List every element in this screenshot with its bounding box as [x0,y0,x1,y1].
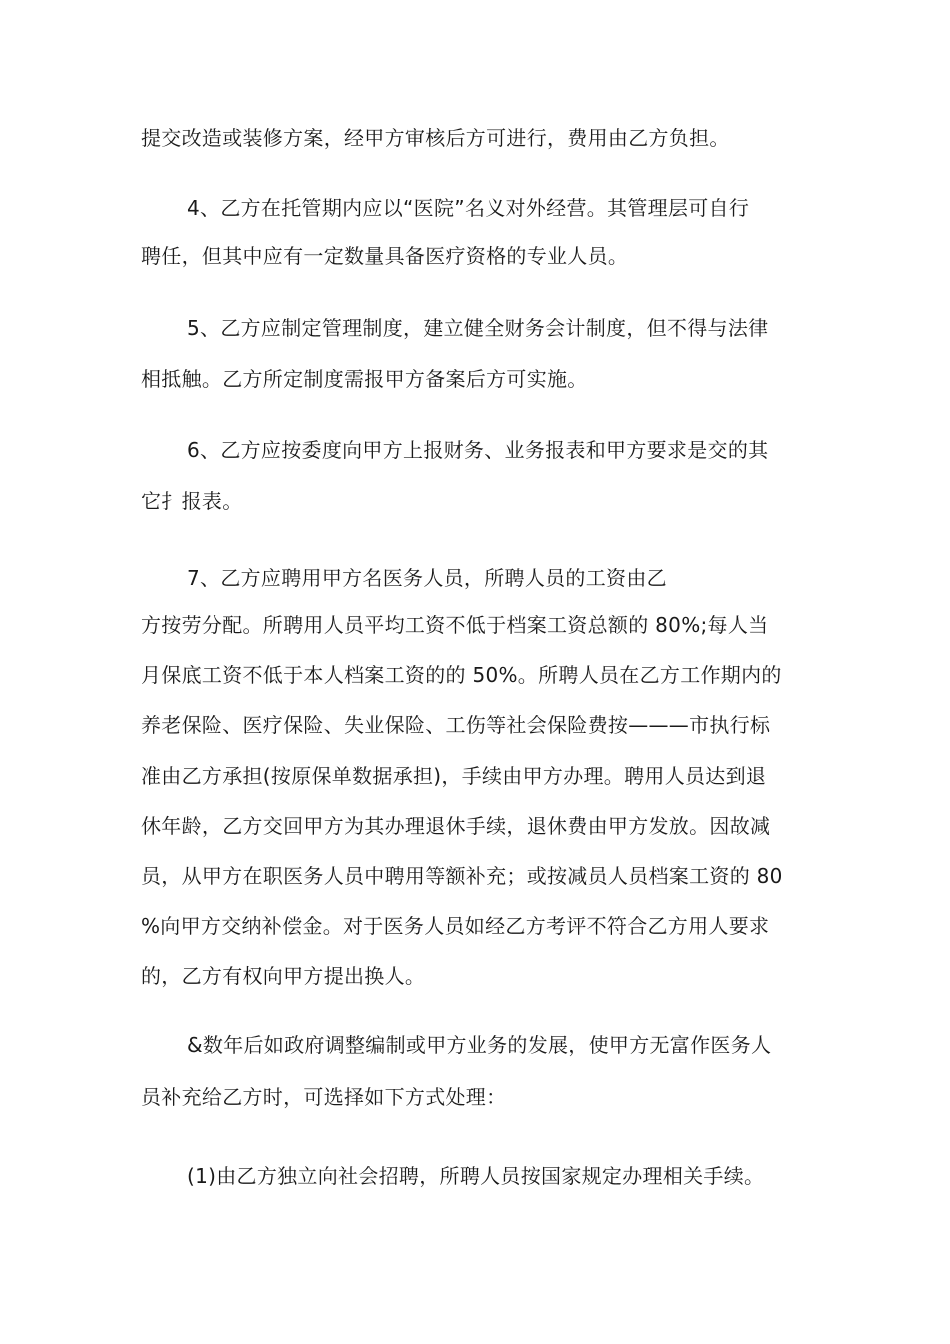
text-line: 6、乙方应按委度向甲方上报财务、业务报表和甲方要求是交的其 [187,438,769,462]
text-line: 员补充给乙方时，可选择如下方式处理： [141,1085,507,1109]
text-line: 4、乙方在托管期内应以“医院”名义对外经营。其管理层可自行 [187,196,750,220]
text-line: 5、乙方应制定管理制度，建立健全财务会计制度，但不得与法律 [187,316,769,340]
text-line: 提交改造或装修方案，经甲方审核后方可进行，费用由乙方负担。 [141,126,730,150]
text-line: 员，从甲方在职医务人员中聘用等额补充；或按减员人员档案工资的 80 [141,864,783,888]
text-line: 它扌报表。 [141,489,243,513]
text-line: 7、乙方应聘用甲方名医务人员，所聘人员的工资由乙 [187,566,667,590]
text-line: (1)由乙方独立向社会招聘，所聘人员按国家规定办理相关手续。 [187,1164,765,1188]
text-line: 养老保险、医疗保险、失业保险、工伤等社会保险费按———市执行标 [141,713,771,737]
text-line: 准由乙方承担(按原保单数据承担)，手续由甲方办理。聘用人员达到退 [141,764,767,788]
text-line: 月保底工资不低于本人档案工资的的 50%。所聘人员在乙方工作期内的 [141,663,782,687]
text-line: 方按劳分配。所聘用人员平均工资不低于档案工资总额的 80%;每人当 [141,613,769,637]
text-line: 相抵触。乙方所定制度需报甲方备案后方可实施。 [141,367,588,391]
text-line: &数年后如政府调整编制或甲方业务的发展，使甲方无富作医务人 [187,1033,772,1057]
text-line: 的，乙方有权向甲方提出换人。 [141,964,426,988]
text-line: 聘任，但其中应有一定数量具备医疗资格的专业人员。 [141,244,629,268]
text-line: %向甲方交纳补偿金。对于医务人员如经乙方考评不符合乙方用人要求 [141,914,770,938]
text-line: 休年龄，乙方交回甲方为其办理退休手续，退休费由甲方发放。因故减 [141,814,771,838]
